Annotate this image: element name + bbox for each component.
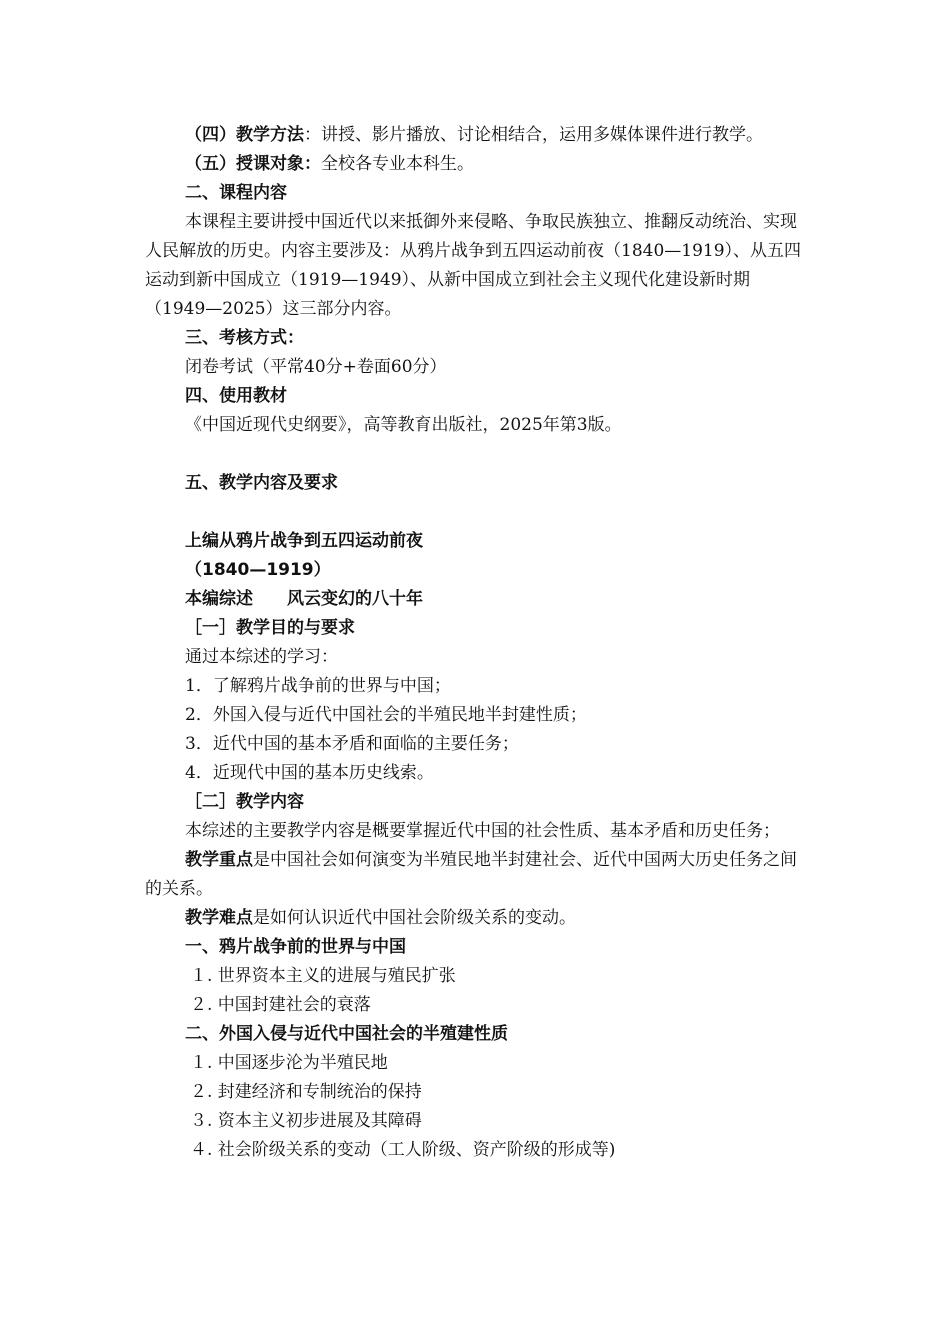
course-content-heading: 二、课程内容 (185, 183, 287, 203)
teaching-method-text: ：讲授、影片播放、讨论相结合，运用多媒体课件进行教学。 (304, 125, 763, 145)
goal-item: 1．了解鸦片战争前的世界与中国； (185, 676, 451, 696)
section-two-item: ２. 封建经济和专制统治的保持 (190, 1082, 422, 1102)
key-point-label: 教学重点 (185, 850, 253, 870)
key-point-text: 是中国社会如何演变为半殖民地半封建社会、近代中国两大历史任务之间的关系。 (145, 850, 797, 899)
textbook-text: 《中国近现代史纲要》，高等教育出版社，2025年第3版。 (185, 415, 622, 435)
document-body (145, 121, 810, 1165)
teaching-method-label: （四）教学方法 (185, 125, 304, 145)
assessment-text: 闭卷考试（平常40分+卷面60分） (185, 357, 447, 377)
goal-item: 2．外国入侵与近代中国社会的半殖民地半封建性质； (185, 705, 587, 725)
teaching-requirements-heading: 五、教学内容及要求 (185, 473, 338, 493)
section-two-heading: 二、外国入侵与近代中国社会的半殖建性质 (185, 1024, 508, 1044)
difficulty-label: 教学难点 (185, 908, 253, 928)
section-one-item: １. 世界资本主义的进展与殖民扩张 (190, 966, 456, 986)
goal-item: 3．近代中国的基本矛盾和面临的主要任务； (185, 734, 519, 754)
audience-paragraph (145, 150, 810, 179)
part-one-period: （1840—1919） (185, 560, 331, 580)
section-two-item: ４. 社会阶级关系的变动（工人阶级、资产阶级的形成等) (190, 1140, 616, 1160)
spacer (145, 498, 810, 527)
audience-text: 全校各专业本科生。 (321, 154, 474, 174)
content-heading: ［二］教学内容 (185, 792, 304, 812)
difficulty-text: 是如何认识近代中国社会阶级关系的变动。 (253, 908, 576, 928)
section-one-item: ２. 中国封建社会的衰落 (190, 995, 371, 1015)
assessment-heading: 三、考核方式： (185, 328, 304, 348)
section-two-item: １. 中国逐步沦为半殖民地 (190, 1053, 388, 1073)
textbook-heading: 四、使用教材 (185, 386, 287, 406)
goal-intro: 通过本综述的学习： (185, 647, 338, 667)
spacer (145, 440, 810, 469)
section-one-heading: 一、鸦片战争前的世界与中国 (185, 937, 406, 957)
overview-title: 本编综述 风云变幻的八十年 (185, 589, 423, 609)
goal-heading: ［一］教学目的与要求 (185, 618, 355, 638)
section-two-item: ３. 资本主义初步进展及其障碍 (190, 1111, 422, 1131)
part-one-title: 上编从鸦片战争到五四运动前夜 (185, 531, 423, 551)
content-paragraph: 本综述的主要教学内容是概要掌握近代中国的社会性质、基本矛盾和历史任务； (185, 821, 780, 841)
key-point-paragraph (145, 846, 810, 904)
goal-item: 4．近现代中国的基本历史线索。 (185, 763, 434, 783)
course-content-paragraph: 本课程主要讲授中国近代以来抵御外来侵略、争取民族独立、推翻反动统治、实现人民解放的历史。内容主要涉及：从鸦片战争到五四运动前夜（1840—1919）、从五四运动到新中国成立（1919—1949）、从新中国成立到社会主义现代化建设新时期（1949—2025）这三部分内容。 (145, 212, 802, 319)
audience-label: （五）授课对象： (185, 154, 321, 174)
teaching-method-paragraph (145, 121, 810, 150)
difficulty-paragraph (145, 904, 810, 933)
